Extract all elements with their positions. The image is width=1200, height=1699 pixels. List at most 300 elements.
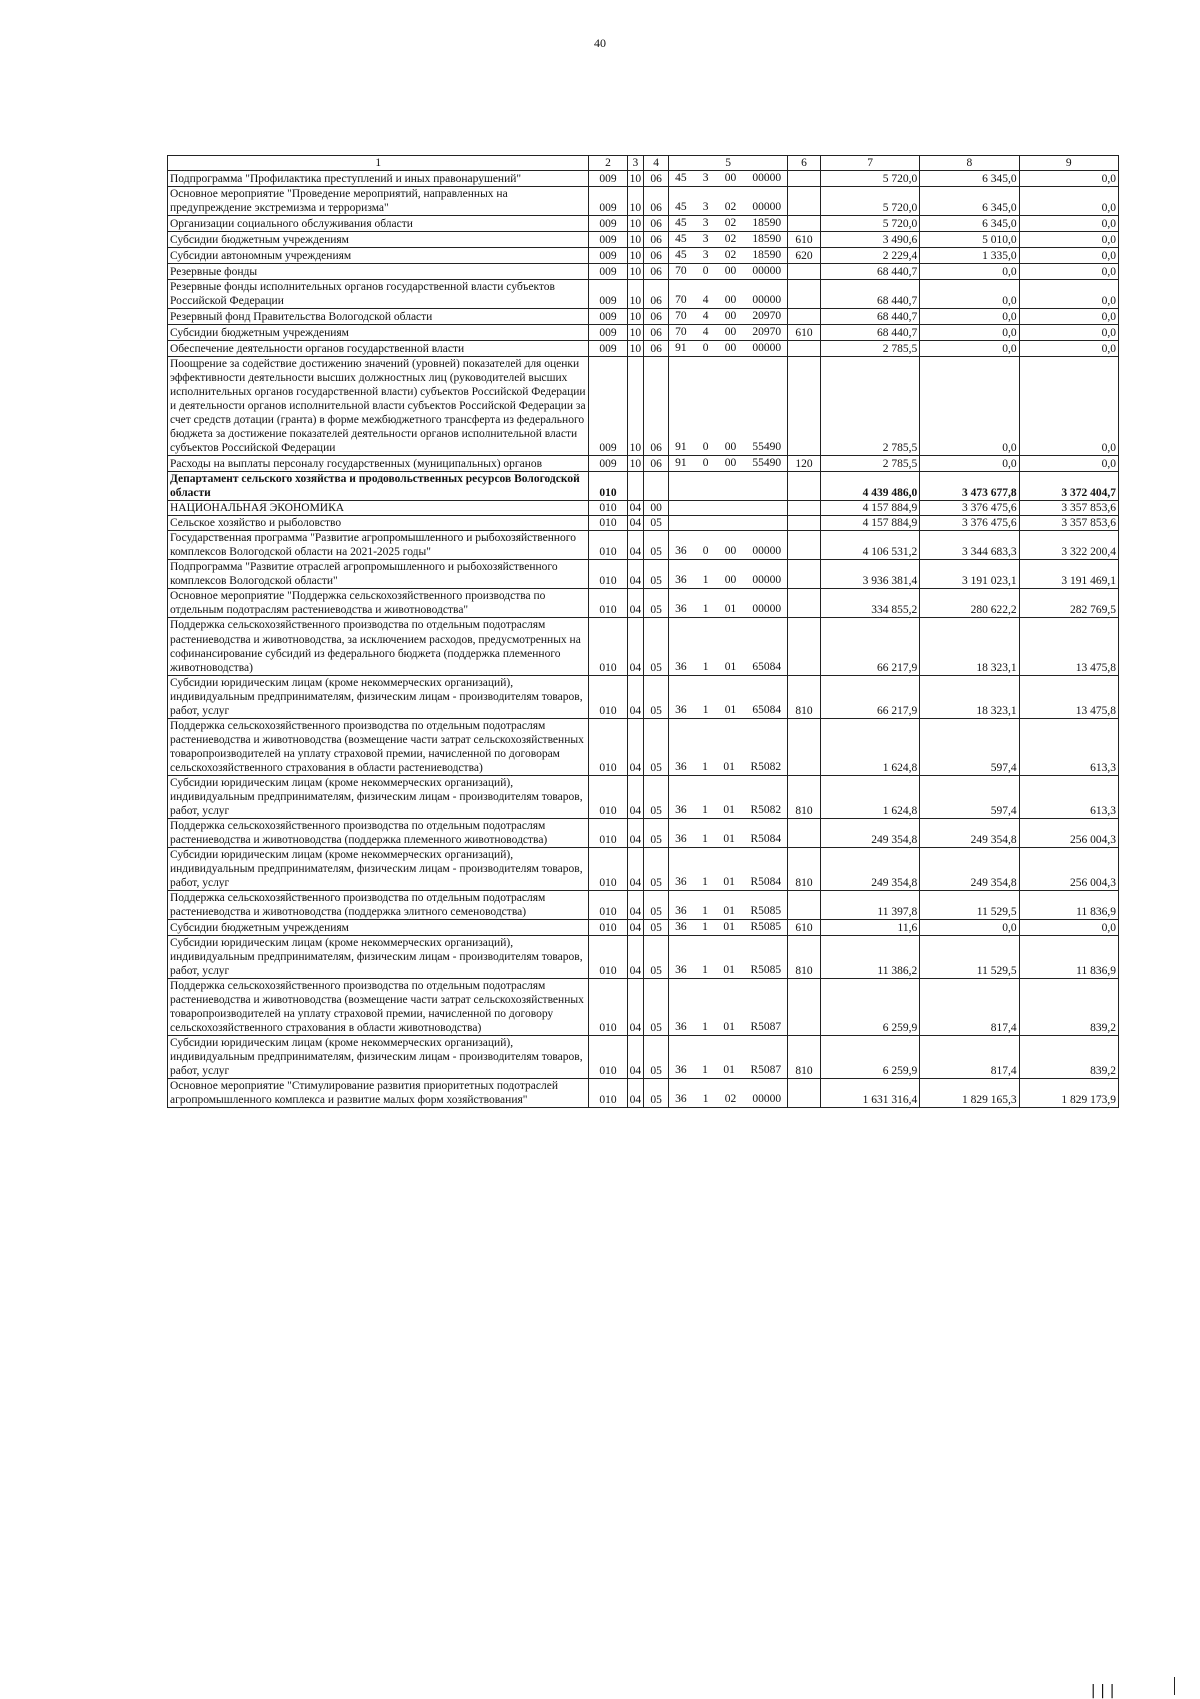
row-name: Основное мероприятие "Стимулирование развития приоритетных подотраслей агропромышленного комплекса и развитие малых форм хозяйствования": [168, 1078, 589, 1107]
table-row: [168, 775, 1119, 818]
target-article-part: 01: [723, 1063, 735, 1076]
amount-year-1: 2 785,5: [820, 357, 919, 456]
section-code: 04: [627, 516, 643, 531]
expense-type-code: [788, 357, 821, 456]
section-code: 04: [627, 919, 643, 935]
target-article-code: [669, 501, 788, 516]
target-article-code: [669, 775, 788, 818]
amount-year-3: 0,0: [1019, 187, 1118, 216]
table-row: [168, 1035, 1119, 1078]
target-article-part: 00: [724, 265, 737, 278]
target-article-part: 0: [702, 441, 709, 454]
target-article-code: [669, 516, 788, 531]
column-number: 2: [589, 156, 627, 171]
target-article-part: 36: [675, 1020, 687, 1033]
target-article-code: [669, 675, 788, 718]
footer-marks: |||: [1089, 1683, 1118, 1699]
expense-type-code: [788, 560, 821, 589]
subsection-code: 06: [644, 280, 669, 309]
amount-year-2: 0,0: [920, 456, 1019, 472]
target-article-part: 00: [724, 574, 737, 587]
amount-year-3: 613,3: [1019, 718, 1118, 775]
target-article-part: 36: [675, 603, 687, 616]
amount-year-1: 6 259,9: [820, 978, 919, 1035]
target-article-part: 18590: [752, 233, 782, 246]
target-article-part: 00: [724, 294, 737, 307]
column-number: 5: [669, 156, 788, 171]
section-code: 04: [627, 531, 643, 560]
target-article-part: 18590: [752, 217, 782, 230]
amount-year-2: 0,0: [920, 325, 1019, 341]
target-article-part: 1: [702, 963, 708, 976]
subsection-code: 06: [644, 216, 669, 232]
row-name: Поощрение за содействие достижению значений (уровней) показателей для оценки эффективности деятельности высших должностных лиц (руководителей высших исполнительных органов государственной власти) субъектов Российской Федерации и деятельности органов исполнительной власти субъектов Российской Федерации за счет средств дотации (гранта) в форме межбюджетного трансферта из федерального бюджета за достижение показателей деятельности органов исполнительной власти субъектов Российской Федерации: [168, 357, 589, 456]
target-article-part: 1: [702, 904, 708, 917]
section-code: 10: [627, 309, 643, 325]
amount-year-2: 249 354,8: [920, 818, 1019, 847]
table-row: [168, 919, 1119, 935]
column-number: 1: [168, 156, 589, 171]
target-article-part: 00000: [752, 545, 782, 558]
expense-type-code: [788, 187, 821, 216]
row-name: Субсидии автономным учреждениям: [168, 248, 589, 264]
amount-year-1: 5 720,0: [820, 216, 919, 232]
amount-year-3: 0,0: [1019, 309, 1118, 325]
amount-year-2: 18 323,1: [920, 618, 1019, 675]
ministry-code: 010: [589, 531, 627, 560]
target-article-part: 91: [675, 441, 687, 454]
row-name: Резервный фонд Правительства Вологодской области: [168, 309, 589, 325]
target-article-part: 70: [675, 310, 687, 323]
row-name: Субсидии юридическим лицам (кроме некоммерческих организаций), индивидуальным предпринимателям, физическим лицам - производителям товаров, работ, услуг: [168, 775, 589, 818]
table-row: [168, 847, 1119, 890]
row-name: Поддержка сельскохозяйственного производства по отдельным подотраслям растениеводства и животноводства (возмещение части затрат сельскохозяйственных товаропроизводителей на уплату страховой премии, начисленной по договорам сельскохозяйственного страхования в области растениеводства): [168, 718, 589, 775]
table-row: [168, 232, 1119, 248]
row-name: Субсидии юридическим лицам (кроме некоммерческих организаций), индивидуальным предпринимателям, физическим лицам - производителям товаров, работ, услуг: [168, 1035, 589, 1078]
amount-year-1: 11 386,2: [820, 935, 919, 978]
expense-type-code: [788, 618, 821, 675]
target-article-part: 18590: [752, 249, 782, 262]
ministry-code: 010: [589, 618, 627, 675]
target-article-part: 4: [702, 326, 709, 339]
section-code: 10: [627, 187, 643, 216]
expense-type-code: 120: [788, 456, 821, 472]
amount-year-3: 0,0: [1019, 325, 1118, 341]
target-article-part: 02: [724, 1093, 737, 1105]
table-row: [168, 718, 1119, 775]
page-number: 40: [594, 36, 606, 50]
target-article-part: 00: [724, 342, 737, 355]
subsection-code: 05: [644, 890, 669, 919]
expense-type-code: 810: [788, 847, 821, 890]
section-code: 04: [627, 1035, 643, 1078]
target-article-part: 01: [723, 920, 735, 933]
table-row: [168, 309, 1119, 325]
row-name: Организации социального обслуживания области: [168, 216, 589, 232]
amount-year-2: 249 354,8: [920, 847, 1019, 890]
section-code: 10: [627, 341, 643, 357]
table-row: [168, 264, 1119, 280]
column-number: 7: [820, 156, 919, 171]
target-article-part: 45: [675, 249, 687, 262]
amount-year-2: 11 529,5: [920, 890, 1019, 919]
target-article-part: R5087: [750, 1063, 782, 1076]
target-article-part: 01: [723, 875, 735, 888]
expense-type-code: [788, 589, 821, 618]
subsection-code: 05: [644, 1078, 669, 1107]
expense-type-code: [788, 978, 821, 1035]
target-article-part: 00: [724, 441, 737, 454]
amount-year-1: 249 354,8: [820, 818, 919, 847]
amount-year-1: 5 720,0: [820, 171, 919, 187]
ministry-code: 010: [589, 516, 627, 531]
expense-type-code: [788, 718, 821, 775]
amount-year-1: 66 217,9: [820, 675, 919, 718]
target-article-part: 1: [702, 603, 709, 616]
ministry-code: 010: [589, 890, 627, 919]
target-article-part: 00: [724, 545, 737, 558]
amount-year-3: 3 357 853,6: [1019, 516, 1118, 531]
target-article-part: R5085: [750, 904, 782, 917]
target-article-part: 65084: [752, 660, 782, 673]
amount-year-3: 839,2: [1019, 978, 1118, 1035]
target-article-part: 1: [702, 1063, 708, 1076]
amount-year-2: 11 529,5: [920, 935, 1019, 978]
target-article-part: 01: [724, 660, 737, 673]
subsection-code: 05: [644, 516, 669, 531]
target-article-part: 01: [723, 803, 735, 816]
section-code: 04: [627, 718, 643, 775]
ministry-code: 010: [589, 919, 627, 935]
amount-year-2: 6 345,0: [920, 171, 1019, 187]
amount-year-3: 282 769,5: [1019, 589, 1118, 618]
subsection-code: 05: [644, 775, 669, 818]
expense-type-code: 810: [788, 1035, 821, 1078]
table-row: [168, 456, 1119, 472]
amount-year-3: 839,2: [1019, 1035, 1118, 1078]
target-article-part: 1: [702, 1093, 709, 1105]
table-row: [168, 171, 1119, 187]
table-row: [168, 978, 1119, 1035]
expense-type-code: [788, 341, 821, 357]
amount-year-3: 0,0: [1019, 456, 1118, 472]
target-article-code: [669, 919, 788, 935]
subsection-code: 05: [644, 935, 669, 978]
ministry-code: 009: [589, 248, 627, 264]
column-number: 6: [788, 156, 821, 171]
target-article-part: 02: [724, 217, 737, 230]
amount-year-1: 1 631 316,4: [820, 1078, 919, 1107]
footer-bar: [1174, 1677, 1175, 1695]
table-row: [168, 675, 1119, 718]
subsection-code: 05: [644, 818, 669, 847]
amount-year-1: 11,6: [820, 919, 919, 935]
expense-type-code: [788, 516, 821, 531]
column-number: 3: [627, 156, 643, 171]
subsection-code: 05: [644, 675, 669, 718]
target-article-part: 45: [675, 201, 687, 214]
target-article-part: 0: [702, 265, 709, 278]
amount-year-2: 597,4: [920, 775, 1019, 818]
target-article-part: 1: [702, 832, 708, 845]
target-article-part: R5084: [750, 832, 782, 845]
amount-year-2: 817,4: [920, 978, 1019, 1035]
target-article-part: 3: [702, 217, 709, 230]
target-article-part: 0: [702, 545, 709, 558]
table-row: [168, 248, 1119, 264]
amount-year-2: 0,0: [920, 919, 1019, 935]
amount-year-3: 0,0: [1019, 919, 1118, 935]
budget-table: [167, 155, 1119, 1108]
amount-year-2: 3 473 677,8: [920, 472, 1019, 501]
section-code: 04: [627, 935, 643, 978]
amount-year-3: 13 475,8: [1019, 618, 1118, 675]
row-name: Поддержка сельскохозяйственного производства по отдельным подотраслям растениеводства и животноводства (поддержка элитного семеноводства): [168, 890, 589, 919]
target-article-part: 02: [724, 249, 737, 262]
target-article-code: [669, 187, 788, 216]
target-article-part: 36: [675, 760, 687, 773]
row-name: Государственная программа "Развитие агропромышленного и рыбохозяйственного комплексов Вологодской области на 2021-2025 годы": [168, 531, 589, 560]
amount-year-1: 2 785,5: [820, 456, 919, 472]
amount-year-1: 11 397,8: [820, 890, 919, 919]
amount-year-2: 597,4: [920, 718, 1019, 775]
section-code: [627, 472, 643, 501]
amount-year-3: 1 829 173,9: [1019, 1078, 1118, 1107]
amount-year-3: 11 836,9: [1019, 890, 1118, 919]
target-article-part: 3: [702, 172, 709, 185]
row-name: Обеспечение деятельности органов государственной власти: [168, 341, 589, 357]
amount-year-2: 1 829 165,3: [920, 1078, 1019, 1107]
amount-year-1: 4 157 884,9: [820, 516, 919, 531]
target-article-code: [669, 531, 788, 560]
target-article-part: 45: [675, 217, 687, 230]
row-name: НАЦИОНАЛЬНАЯ ЭКОНОМИКА: [168, 501, 589, 516]
target-article-part: 4: [702, 310, 709, 323]
amount-year-2: 3 344 683,3: [920, 531, 1019, 560]
expense-type-code: 810: [788, 935, 821, 978]
subsection-code: 06: [644, 309, 669, 325]
table-body: [168, 171, 1119, 1108]
target-article-part: 36: [675, 904, 687, 917]
amount-year-2: 0,0: [920, 341, 1019, 357]
expense-type-code: [788, 171, 821, 187]
section-code: 04: [627, 775, 643, 818]
amount-year-1: 5 720,0: [820, 187, 919, 216]
target-article-code: [669, 978, 788, 1035]
target-article-part: 01: [723, 963, 735, 976]
target-article-part: 20970: [752, 326, 782, 339]
ministry-code: 009: [589, 264, 627, 280]
amount-year-1: 3 490,6: [820, 232, 919, 248]
subsection-code: 00: [644, 501, 669, 516]
amount-year-3: 0,0: [1019, 248, 1118, 264]
target-article-part: 00: [724, 310, 737, 323]
amount-year-2: 3 376 475,6: [920, 516, 1019, 531]
target-article-part: 01: [723, 1020, 735, 1033]
target-article-code: [669, 560, 788, 589]
table-row: [168, 618, 1119, 675]
section-code: 10: [627, 280, 643, 309]
table-row: [168, 341, 1119, 357]
amount-year-3: 3 372 404,7: [1019, 472, 1118, 501]
subsection-code: 05: [644, 847, 669, 890]
target-article-part: 02: [724, 233, 737, 246]
target-article-part: R5087: [750, 1020, 782, 1033]
expense-type-code: [788, 264, 821, 280]
ministry-code: 010: [589, 589, 627, 618]
target-article-part: R5085: [750, 920, 782, 933]
expense-type-code: [788, 472, 821, 501]
amount-year-1: 2 785,5: [820, 341, 919, 357]
section-code: 10: [627, 264, 643, 280]
subsection-code: 06: [644, 248, 669, 264]
row-name: Поддержка сельскохозяйственного производства по отдельным подотраслям растениеводства и животноводства, за исключением расходов, предусмотренных на софинансирование субсидий из федерального бюджета (поддержка племенного животноводства): [168, 618, 589, 675]
target-article-part: 1: [702, 875, 708, 888]
row-name: Департамент сельского хозяйства и продовольственных ресурсов Вологодской области: [168, 472, 589, 501]
subsection-code: 06: [644, 171, 669, 187]
ministry-code: 010: [589, 847, 627, 890]
amount-year-2: 1 335,0: [920, 248, 1019, 264]
expense-type-code: 620: [788, 248, 821, 264]
section-code: 10: [627, 325, 643, 341]
amount-year-2: 817,4: [920, 1035, 1019, 1078]
ministry-code: 009: [589, 325, 627, 341]
target-article-part: 36: [675, 545, 687, 558]
target-article-part: 3: [702, 233, 709, 246]
target-article-part: 00000: [752, 1093, 782, 1105]
target-article-part: 00000: [752, 574, 782, 587]
ministry-code: 009: [589, 216, 627, 232]
target-article-code: [669, 472, 788, 501]
target-article-code: [669, 618, 788, 675]
expense-type-code: [788, 309, 821, 325]
amount-year-1: 66 217,9: [820, 618, 919, 675]
target-article-code: [669, 818, 788, 847]
amount-year-3: 256 004,3: [1019, 818, 1118, 847]
target-article-part: 1: [702, 703, 709, 716]
table-row: [168, 325, 1119, 341]
target-article-part: 70: [675, 265, 687, 278]
target-article-part: R5082: [750, 803, 782, 816]
amount-year-1: 1 624,8: [820, 718, 919, 775]
row-name: Поддержка сельскохозяйственного производства по отдельным подотраслям растениеводства и животноводства (возмещение части затрат сельскохозяйственных товаропроизводителей на уплату страховой премии, начисленной по договору сельскохозяйственного страхования в области животноводства): [168, 978, 589, 1035]
table-row: [168, 357, 1119, 456]
section-code: 10: [627, 216, 643, 232]
amount-year-1: 68 440,7: [820, 264, 919, 280]
target-article-part: 45: [675, 233, 687, 246]
amount-year-2: 0,0: [920, 264, 1019, 280]
table-row: [168, 935, 1119, 978]
amount-year-3: 0,0: [1019, 232, 1118, 248]
subsection-code: 06: [644, 187, 669, 216]
target-article-part: 55490: [752, 457, 782, 470]
subsection-code: 06: [644, 325, 669, 341]
target-article-part: 36: [675, 920, 687, 933]
section-code: 10: [627, 456, 643, 472]
target-article-part: R5082: [750, 760, 782, 773]
section-code: 04: [627, 978, 643, 1035]
target-article-part: 0: [702, 342, 709, 355]
row-name: Резервные фонды: [168, 264, 589, 280]
target-article-code: [669, 847, 788, 890]
section-code: 04: [627, 589, 643, 618]
row-name: Субсидии бюджетным учреждениям: [168, 919, 589, 935]
ministry-code: 010: [589, 675, 627, 718]
amount-year-1: 4 106 531,2: [820, 531, 919, 560]
target-article-code: [669, 456, 788, 472]
row-name: Подпрограмма "Развитие отраслей агропромышленного и рыбохозяйственного комплексов Вологодской области": [168, 560, 589, 589]
row-name: Сельское хозяйство и рыболовство: [168, 516, 589, 531]
amount-year-1: 3 936 381,4: [820, 560, 919, 589]
section-code: 10: [627, 357, 643, 456]
amount-year-1: 6 259,9: [820, 1035, 919, 1078]
amount-year-1: 68 440,7: [820, 325, 919, 341]
target-article-part: 1: [702, 574, 709, 587]
amount-year-1: 2 229,4: [820, 248, 919, 264]
amount-year-3: 11 836,9: [1019, 935, 1118, 978]
target-article-part: 1: [702, 920, 708, 933]
section-code: 10: [627, 248, 643, 264]
row-name: Субсидии юридическим лицам (кроме некоммерческих организаций), индивидуальным предпринимателям, физическим лицам - производителям товаров, работ, услуг: [168, 847, 589, 890]
amount-year-1: 249 354,8: [820, 847, 919, 890]
ministry-code: 009: [589, 187, 627, 216]
target-article-part: 02: [724, 201, 737, 214]
target-article-part: 36: [675, 963, 687, 976]
table-row: [168, 890, 1119, 919]
target-article-part: 4: [702, 294, 709, 307]
target-article-part: 65084: [752, 703, 782, 716]
table-row: [168, 818, 1119, 847]
expense-type-code: [788, 818, 821, 847]
section-code: 04: [627, 1078, 643, 1107]
amount-year-2: 6 345,0: [920, 187, 1019, 216]
subsection-code: 06: [644, 232, 669, 248]
target-article-part: R5084: [750, 875, 782, 888]
table-row: [168, 187, 1119, 216]
ministry-code: 010: [589, 1078, 627, 1107]
table-row: [168, 1078, 1119, 1107]
target-article-part: 91: [675, 457, 687, 470]
target-article-part: 01: [723, 760, 735, 773]
amount-year-1: 4 439 486,0: [820, 472, 919, 501]
target-article-part: 00: [724, 172, 737, 185]
ministry-code: 010: [589, 818, 627, 847]
column-number: 9: [1019, 156, 1118, 171]
target-article-code: [669, 890, 788, 919]
amount-year-2: 6 345,0: [920, 216, 1019, 232]
ministry-code: 010: [589, 978, 627, 1035]
table-row: [168, 531, 1119, 560]
section-code: 10: [627, 232, 643, 248]
target-article-code: [669, 309, 788, 325]
target-article-part: 70: [675, 294, 687, 307]
target-article-part: 01: [723, 904, 735, 917]
row-name: Субсидии бюджетным учреждениям: [168, 232, 589, 248]
row-name: Субсидии юридическим лицам (кроме некоммерческих организаций), индивидуальным предпринимателям, физическим лицам - производителям товаров, работ, услуг: [168, 675, 589, 718]
section-code: 04: [627, 560, 643, 589]
ministry-code: 009: [589, 171, 627, 187]
section-code: 04: [627, 818, 643, 847]
target-article-part: R5085: [750, 963, 782, 976]
target-article-part: 36: [675, 875, 687, 888]
target-article-code: [669, 248, 788, 264]
section-code: 04: [627, 847, 643, 890]
target-article-part: 20970: [752, 310, 782, 323]
expense-type-code: [788, 501, 821, 516]
row-name: Резервные фонды исполнительных органов государственной власти субъектов Российской Федерации: [168, 280, 589, 309]
row-name: Поддержка сельскохозяйственного производства по отдельным подотраслям растениеводства и животноводства (поддержка племенного животноводства): [168, 818, 589, 847]
amount-year-1: 334 855,2: [820, 589, 919, 618]
